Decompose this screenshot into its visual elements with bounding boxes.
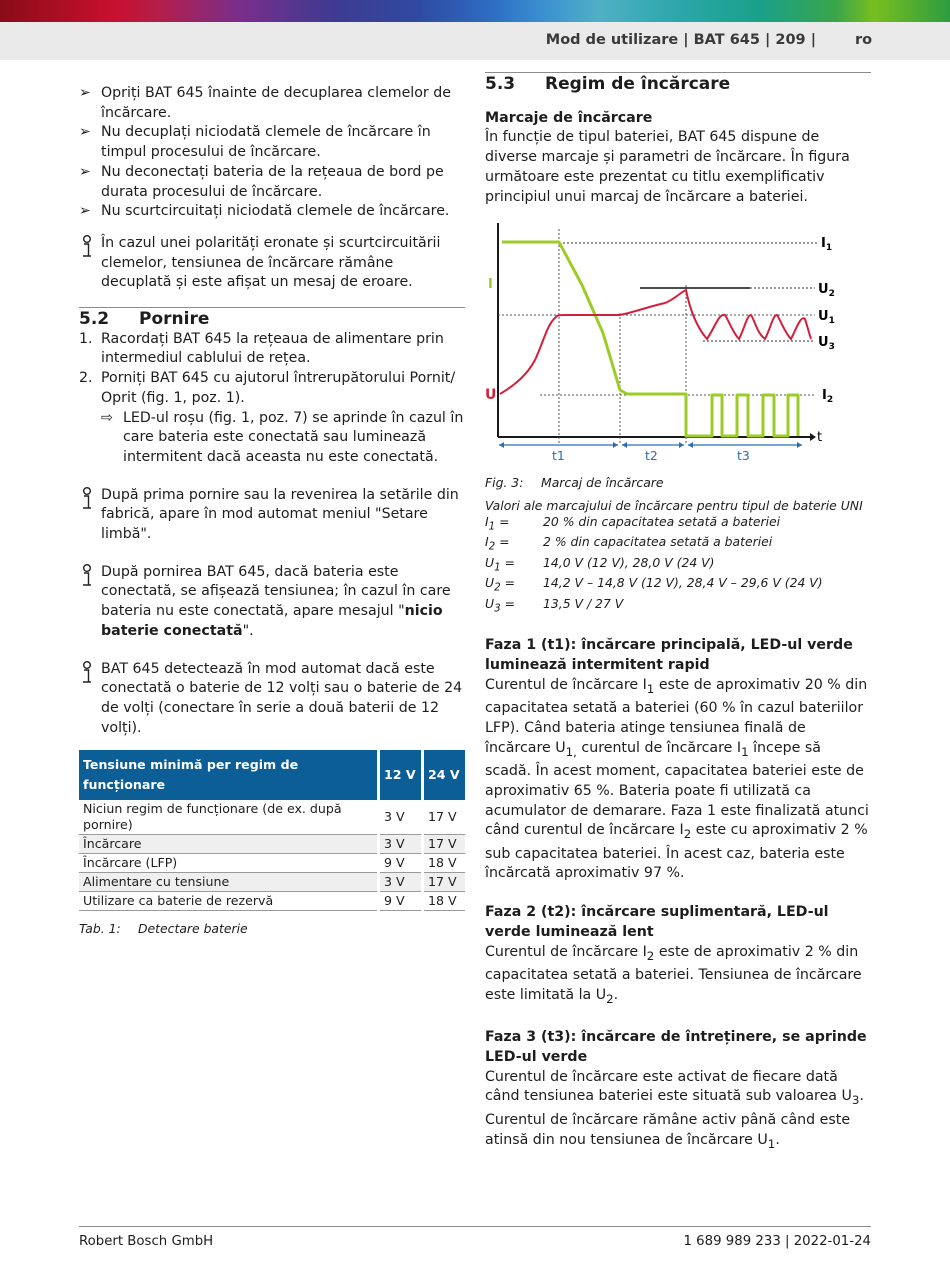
info-icon <box>80 235 94 266</box>
list-item: ➢ Opriți BAT 645 înainte de decuplarea clemelor de încărcare. <box>79 85 452 121</box>
footer-docnumber-date: 1 689 989 233 | 2022-01-24 <box>683 1234 871 1249</box>
left-column <box>79 84 465 939</box>
i2-label: $I_2$ <box>822 388 834 406</box>
value-row: $U_2 = 14,2$ V – 14,8 V (12 V), 28,4 V – 29,6 V (24 V) <box>485 575 823 594</box>
info-icon <box>80 487 94 518</box>
values-title: Valori ale marcajului de încărcare pentru tipul de baterie UNI <box>485 497 863 513</box>
info-note: După prima pornire sau la revenirea la setările din fabrică, apare în mod automat meniul "Setare limbă". <box>79 486 465 545</box>
paragraph: În funcție de tipul bateriei, BAT 645 dispune de diverse marcaje și parametri de încărcare. În figura următoare este prezentat cu titlu exemplificativ principiul unui marcaj de încărcare a bateriei. <box>485 129 850 205</box>
phase2-heading: Faza 2 (t2): încărcare suplimentară, LED-ul verde luminează lent <box>485 904 829 940</box>
phase1-heading: Faza 1 (t1): încărcare principală, LED-ul verde luminează intermitent rapid <box>485 637 853 673</box>
u3-label: $U_3$ <box>818 335 835 353</box>
info-icon <box>80 661 94 692</box>
hollow-arrow-icon: ⇨ <box>101 409 113 426</box>
arrow-bullet-icon: ➢ <box>79 203 91 220</box>
list-item: ➢ Nu decuplați niciodată clemele de încărcare în timpul procesului de încărcare. <box>79 124 431 161</box>
table-row: Utilizare ca baterie de rezervă 9 V 18 V <box>79 891 465 910</box>
list-item: ➢ Nu deconectați bateria de la rețeaua de bord pe durata procesului de încărcare. <box>79 163 444 200</box>
u2-label: $U_2$ <box>818 282 835 300</box>
phase3-heading: Faza 3 (t3): încărcare de întreținere, se aprinde LED-ul verde <box>485 1029 867 1066</box>
t-axis-label: t <box>817 430 823 446</box>
list-item: ➢ Nu scurtcircuitați niciodată clemele de încărcare. <box>79 202 465 222</box>
subheading: Marcaje de încărcare <box>485 109 653 126</box>
table-caption: Tab. 1: Detectare baterie <box>79 920 248 936</box>
header-language: ro <box>855 32 873 48</box>
header-title: Mod de utilizare | BAT 645 | 209 | <box>545 32 816 48</box>
value-row: $U_1 = 14,0$ V (12 V), 28,0 V (24 V) <box>485 554 715 574</box>
info-icon <box>80 564 94 595</box>
value-row: $I_2 = 2$ % din capacitatea setată a bateriei <box>485 534 773 553</box>
arrow-bullet-icon: ➢ <box>79 124 91 141</box>
table-row: Niciun regim de funcționare (de ex. după pornire) 3 V 17 V <box>79 800 465 835</box>
step-item: 2. Porniți BAT 645 cu ajutorul întrerupătorului Pornit/ Oprit (fig. 1, poz. 1). <box>79 370 456 406</box>
arrow-bullet-icon: ➢ <box>79 85 91 101</box>
t2-label: t2 <box>645 448 658 464</box>
current-curve <box>502 242 798 436</box>
table-row: Încărcare (LFP) 9 V 18 V <box>79 853 465 872</box>
arrow-bullet-icon: ➢ <box>79 163 91 180</box>
divider <box>79 307 465 308</box>
info-note: BAT 645 detectează în mod automat dacă este conectată o baterie de 12 volți sau o baterie de 24 de volți (conectare în serie a două baterii de 12 volți). <box>79 660 465 739</box>
table-header: 12 V <box>379 750 423 799</box>
table-row: Alimentare cu tensiune 3 V 17 V <box>79 872 465 891</box>
right-column <box>485 72 871 1154</box>
footer-divider <box>79 1226 871 1227</box>
values-list <box>485 498 871 616</box>
footer-company: Robert Bosch GmbH <box>79 1234 214 1249</box>
voltage-axis-label: U <box>485 387 497 404</box>
table-header: Tensiune minimă per regim de funcționare <box>79 750 379 799</box>
figure-caption: Fig. 3: Marcaj de încărcare <box>485 475 664 491</box>
x-axis-arrow-icon <box>810 433 816 441</box>
voltage-curve <box>500 290 811 394</box>
phase1-paragraph: Curentul de încărcare $I_1$ este de aproximativ 20 % din capacitatea setată a bateriei (60 % în cazul bateriilor LFP). Când bateria atinge tensiunea finală de încărcare $U_{1,}$ curentul de încărcare $I_1$ începe să scadă. În acest moment, capacitatea bateriei este de aproximativ 65 %. Bateria poate fi utilizată ca acumulator de demarare. Faza 1 este finalizată atunci când curentul de încărcare $I_2$ este cu aproximativ 2 % sub capacitatea bateriei. În acest caz, bateria este încărcată aproximativ 97 %. <box>485 676 869 882</box>
phase2-paragraph: Curentul de încărcare $I_2$ este de aproximativ 2 % din capacitatea setată a bateriei. Tensiunea de încărcare este limitată la $U_2$. <box>485 943 862 1006</box>
value-row: $I_1 = 20$ % din capacitatea setată a bateriei <box>485 513 781 533</box>
table-header-row <box>79 750 465 799</box>
phase3-paragraph: Curentul de încărcare este activat de fiecare dată când tensiunea bateriei este situată sub valoarea $U_3$. Curentul de încărcare rămâne activ până când este atinsă din nou tensiunea de încărcare $U_1$. <box>485 1068 864 1151</box>
charging-curve-figure <box>485 215 871 465</box>
current-axis-label: I <box>488 277 493 293</box>
result-item: ⇨ LED-ul roșu (fig. 1, poz. 7) se aprinde în cazul în care bateria este conectată sau luminează intermitent dacă aceasta nu este conectată. <box>101 409 464 465</box>
info-note: După pornirea BAT 645, dacă bateria este conectată, se afișează tensiunea; în cazul în care bateria nu este conectată, apare mesajul "nicio baterie conectată". <box>79 563 465 642</box>
t3-label: t3 <box>737 448 750 464</box>
divider <box>485 72 871 73</box>
table-header: 24 V <box>423 750 465 799</box>
table-row: Încărcare 3 V 17 V <box>79 834 465 853</box>
battery-detection-table <box>79 750 465 910</box>
value-row: $U_3 = 13,5$ V / 27 V <box>485 595 624 615</box>
section-heading-5-2: 5.2 Pornire <box>79 309 210 330</box>
i1-label: $I_1$ <box>821 236 833 254</box>
section-heading-5-3: 5.3 Regim de încărcare <box>485 74 731 94</box>
brand-color-bar <box>0 0 950 22</box>
info-note: În cazul unei polarități eronate și scurtcircuitării clemelor, tensiunea de încărcare rămâne decuplată și este afișat un mesaj de eroare. <box>79 234 465 293</box>
t1-label: t1 <box>552 448 565 464</box>
u1-label: $U_1$ <box>818 309 835 327</box>
step-item: 1. Racordați BAT 645 la rețeaua de alimentare prin intermediul cablului de rețea. <box>79 330 444 367</box>
